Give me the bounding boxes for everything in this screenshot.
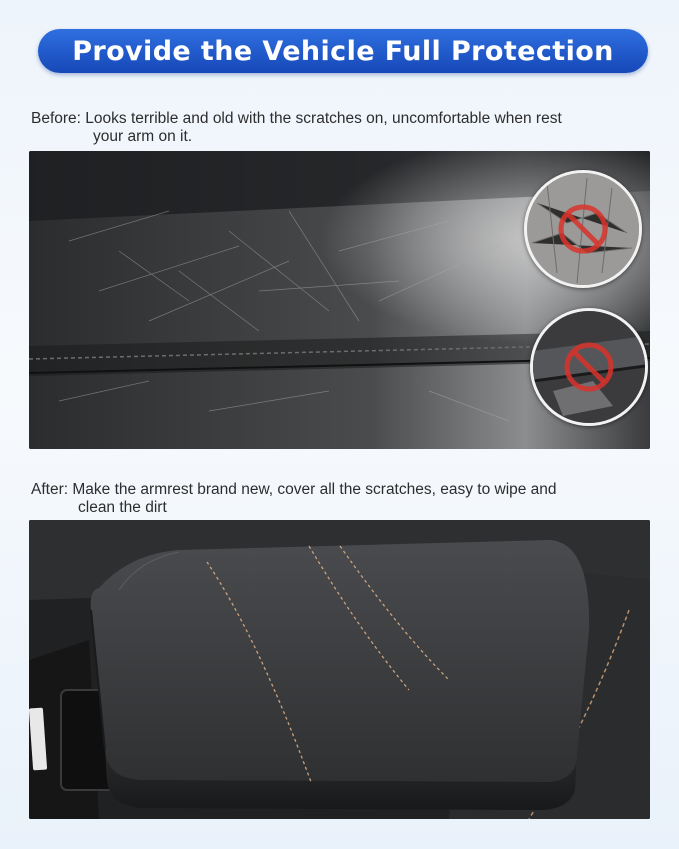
before-text-line1: Looks terrible and old with the scratches on, uncomfortable when rest [85, 110, 562, 127]
after-text-line2: clean the dirt [78, 499, 167, 516]
title-banner [38, 29, 648, 73]
before-label: Before: [31, 110, 81, 127]
peeled-armrest-inset [530, 308, 648, 426]
worn-leather-inset [524, 170, 642, 288]
before-text-line2: your arm on it. [93, 128, 193, 145]
after-caption [31, 481, 661, 517]
after-text-line1: Make the armrest brand new, cover all the scratches, easy to wipe and [72, 481, 557, 498]
before-armrest-photo [29, 151, 650, 449]
page-title: Provide the Vehicle Full Protection [72, 35, 614, 67]
after-armrest-photo [29, 520, 650, 819]
after-label: After: [31, 481, 69, 498]
before-caption [31, 110, 661, 146]
